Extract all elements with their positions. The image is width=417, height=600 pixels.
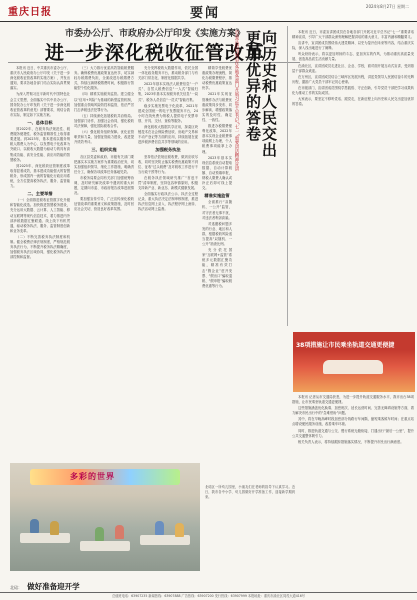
paragraph: 2022年基本实现法人税费信息“一户式”、自然人税费信息“一人式”智能归集，2023年基本实现税务机关信息“一局式”、税务人员信息“一员式”智能归集。	[138, 82, 198, 102]
paragraph: 到2022年，在税务执法规范性、税费服务便捷性、税务监管精准性上取得重要进展。到2023年，基本建成以服务纳税人缴费人为中心、以发票电子化改革为突破口、以税收大数据为驱动力的具有高集成功能、高安全性能、高应用效能的智慧税务。	[10, 127, 70, 162]
article-column-1	[10, 66, 70, 460]
paragraph: 相关负责人表示，将持续跟踪措施落实情况，不断提升市民出行满意度。	[298, 439, 404, 444]
section-title: 要闻	[190, 6, 221, 21]
paragraph: 本报讯 记者从市交通局获悉，为进一步提升轨道交通服务水平，我市出台38项措施，让市民乘坐轨道交通更便捷。	[292, 395, 414, 405]
photo-banner	[30, 469, 180, 485]
newspaper-logo: 重庆日报	[8, 7, 52, 18]
paragraph: 同时，推进轨道交通与公交、慢行系统无缝衔接，打通出行“最后一公里”，提升公共交通整体吸引力。	[292, 428, 414, 438]
desk	[20, 533, 70, 543]
column-divider	[287, 26, 288, 326]
feature-headline-line-1: 向历史和人民交出	[260, 30, 278, 158]
photo-banner-text: 多彩的世界	[70, 472, 115, 481]
paragraph: 要加强宣传引导，广泛宣传深化税收征管改革的重要意义和政策措施，及时回应社会关切，营造良好改革氛围。	[74, 197, 134, 212]
paragraph: 在渝北区，宣讲团成员走进社区、企业、学校，面对面开展互动式宣讲，受到基层干部群众欢迎。	[292, 63, 414, 73]
masthead	[0, 0, 417, 22]
paragraph: 本报讯 近日，市委宣讲团成员在各地各部门开展习近平总书记“七一”重要讲话精神宣讲，引导广大干部群众深刻理解把握讲话的重大意义、丰富内涵和精髓要义。	[292, 30, 414, 40]
paragraph: 在税务执法领域研究推广“首违不罚”清单制度，坚持包容审慎原则，积极支持新产业、新业态、新模式健康发展。	[138, 175, 198, 191]
paragraph: 稳步实施发票电子化改革，2021年建成全国统一的电子发票服务平台，24小时在线免费为纳税人提供电子发票申领、开具、交付、查验等服务。	[138, 103, 198, 123]
paragraph: 听众纷纷表示，将以更加昂扬的斗志、更加务实的作风，为推动重庆高质量发展、创造高品质生活贡献力量。	[292, 52, 414, 62]
article-column-5	[292, 30, 414, 328]
paragraph: 本报讯 近日，中共重庆市委办公厅、重庆市人民政府办公厅印发《关于进一步深化税收征管改革的实施方案》，并发出通知，要求各地各部门结合实际认真贯彻落实。	[10, 66, 70, 91]
child-figure	[95, 527, 104, 541]
paragraph: 宣讲中，宣讲团成员围绕伟大建党精神、以史为鉴开创未来等内容，结合重庆实际，深入浅出地进行了阐释。	[292, 41, 414, 51]
child-figure	[175, 523, 184, 537]
article-column-3	[138, 66, 198, 460]
child-figure	[155, 521, 164, 535]
paragraph: 其中，将在早晚高峰时段加密部分线路行车间隔，缩短乘客候车时间；在重点站点增设便民服务设施，改善乘车环境。	[292, 417, 414, 427]
subway-headline: 38项措施让市民乘坐轨道交通更便捷	[296, 342, 395, 349]
paragraph: 坚持依法依规征税收费，做到应收尽收，同时坚决防止落实税费优惠政策不到位、征收“过头税费”及对税收工作进行不当行政干预等行为。	[138, 154, 198, 174]
dateline: 2024年8月27日 星期二	[365, 4, 409, 9]
feature-headline-line-2: 更加优异的答卷	[244, 30, 262, 142]
subheading: 精准实施监管	[204, 193, 230, 199]
feature-vertical-headline	[233, 30, 280, 280]
subheading: 一、总体目标	[27, 119, 53, 125]
paragraph: （四）精准实施税务监管。建立健全以“信用+风险”为基础的新型监管机制，加强重点领域风险防控和监管，依法严厉打击涉税违法犯罪行为。	[74, 92, 134, 112]
news-photo-classroom	[10, 463, 200, 571]
paragraph: 充分依托国家“互联网+监管”系统多元数据汇聚功能，精准有效打击“假企业”虚开发票、“假出口”骗取退税、“假申报”骗取税费优惠等行为。	[202, 248, 232, 288]
paragraph: （二）不断完善税务执法制度和机制。健全税费法律法规制度，严格规范税务执法行为，不断提升税务执法精确度，加强税务执法区域协同，强化税务执法内部控制和监督。	[10, 234, 70, 260]
paragraph: 市税务局要会同有关部门加强统筹协调，及时研究解决改革中遇到的重大问题，定期向市委、市政府报告改革进展情况。	[74, 175, 134, 196]
photo-title-box	[10, 574, 200, 594]
paragraph: 精简享受税费优惠政策办理流程，简化办税缴费程序，推动税费优惠政策直达快享。	[202, 66, 232, 91]
photo-caption: 北碚区一所幼儿园里，小朋友们在老师的指导下认真学习。近日，我市各中小学、幼儿园做好开学准备工作，迎接新学期到来。	[205, 485, 295, 499]
paragraph: 推进办税缴费便利化改革，2022年基本实现企业税费事项能网上办理，个人税费事项能掌上办理。	[202, 124, 232, 154]
article-column-6	[292, 395, 414, 590]
paragraph: 深化税收大数据共享应用，探索区块链技术在社会保险费征收、房地产交易和不动产登记等方面的应用，持续拓展在促进涉税涉费信息共享等领域的应用。	[138, 125, 198, 145]
subheading: 二、主要举措	[27, 191, 53, 197]
photo-title: 做好准备迎开学	[27, 582, 80, 591]
train-icon	[323, 360, 383, 374]
paragraph: 2021年实现征管操作办法与税费优惠政策同步发布、同步解读，增强政策落实的及时性、确定性、一致性。	[202, 92, 232, 122]
subheading: 三、组织实施	[91, 147, 117, 153]
paragraph: 这些措施涵盖优化换乘、加密班次、延长运营时间、完善无障碍设施等方面，着力解决市民出行中的“急难愁盼”问题。	[292, 406, 414, 416]
paragraph: 各区县党委和政府、市级有关部门要把落实本实施方案作为重要政治任务，切实加强组织领导，细化工作措施，明确责任分工，确保各项改革任务落地见效。	[74, 154, 134, 174]
paragraph: （三）大力推行优质高效智能税费服务。确保税费优惠政策直达快享，切实减轻办税缴费负担，全面改进办税缴费方式，持续压减纳税缴费时间，积极推行智能型个性化服务。	[74, 66, 134, 91]
lead-headline: 进一步深化税收征管改革	[44, 42, 265, 64]
paragraph: 在市级部门，宣讲团成员围绕学思践悟、守正创新，引导党员干部把学习成果转化为推动工作的实际成效。	[292, 85, 414, 96]
paragraph: 在万州区，宣讲团成员结合三峡库区发展历程，讲述党领导人民团结奋斗的光辉历程，激励广大党员干部牢记初心使命。	[292, 74, 414, 84]
paragraph: 对逃避税问题多发的行业、地区和人群，根据税收风险适当提高“双随机、一公开”抽查比例。	[202, 221, 232, 247]
article-column-4	[202, 66, 232, 460]
child-figure	[115, 525, 124, 539]
paragraph: 全面落实行政执法公示、执法全过程记录、重大执法决定法制审核制度，推进执法信息网上录入、执法程序网上流转、执法活动网上监督。	[138, 192, 198, 212]
lead-kicker: 市委办公厅、市政府办公厅印发《实施方案》	[64, 29, 245, 39]
paragraph: （五）持续深化拓展税收共治格局。加强部门协作，加强社会协同，强化税收司法保障，强化国际税收合作。	[74, 113, 134, 129]
article-column-2	[74, 66, 134, 460]
footer-contacts: 总值班电话：63907235 新闻热线：63907888 广告热线：63907200 发行热线：63907999 本报地址：重庆市渝北区同茂大道416号	[0, 592, 417, 600]
subheading: 加强税务执法	[155, 147, 181, 153]
paragraph: 全面推行“双随机、一公开”监管，对守法者无事不扰，对违法者利剑高悬。	[202, 200, 232, 220]
paragraph: （六）强化税务组织保障。优化征管职责和力量，加强征管能力建设，改进提升绩效考评。	[74, 130, 134, 145]
child-figure	[50, 521, 59, 535]
paragraph: 大家表示，要坚定不移听党话、跟党走，在新征程上向历史和人民交出更加优异的答卷。	[292, 97, 414, 107]
child-figure	[30, 519, 39, 533]
paragraph: 到2025年，深化税收征管制度改革取得显著成效，基本建成功能强大的智慧税务，形成国内一流的智能化行政应用系统，全方位提高税务执法、服务、监管能力。	[10, 163, 70, 189]
paragraph: 2023年基本实现信息系统自动提取数据、自动计算税额、自动预填申报，纳税人缴费人确认或补正后即可线上提交。	[202, 155, 232, 191]
photo-kicker: 北碚：	[10, 585, 22, 590]
paragraph: （一）全面推进税收征管数字化升级和智能化改造。加快推进智慧税务建设，充分运用大数据、云计算、人工智能、移动互联网等现代信息技术，着力推进内外部涉税数据汇聚联通、线上线下有机贯通，驱动税务执法、服务、监管制度创新和业务变革。	[10, 198, 70, 233]
desk	[80, 541, 130, 551]
paragraph: 为深入贯彻习近平新时代中国特色社会主义思想，全面落实中共中央办公厅、国务院办公厅印发的《关于进一步深化税收征管改革的意见》部署要求，现结合我市实际，制定如下实施方案。	[10, 92, 70, 117]
paragraph: 充分发挥税收大数据作用，依托全国一体化政务服务平台，推动税务部门与有关部门常态化、制度化数据共享。	[138, 66, 198, 81]
subway-banner	[293, 332, 415, 392]
feature-subtitle: 市委宣讲团成员在各地各部门开展习近平总书记“七一”重要讲话精神宣讲	[234, 30, 239, 171]
